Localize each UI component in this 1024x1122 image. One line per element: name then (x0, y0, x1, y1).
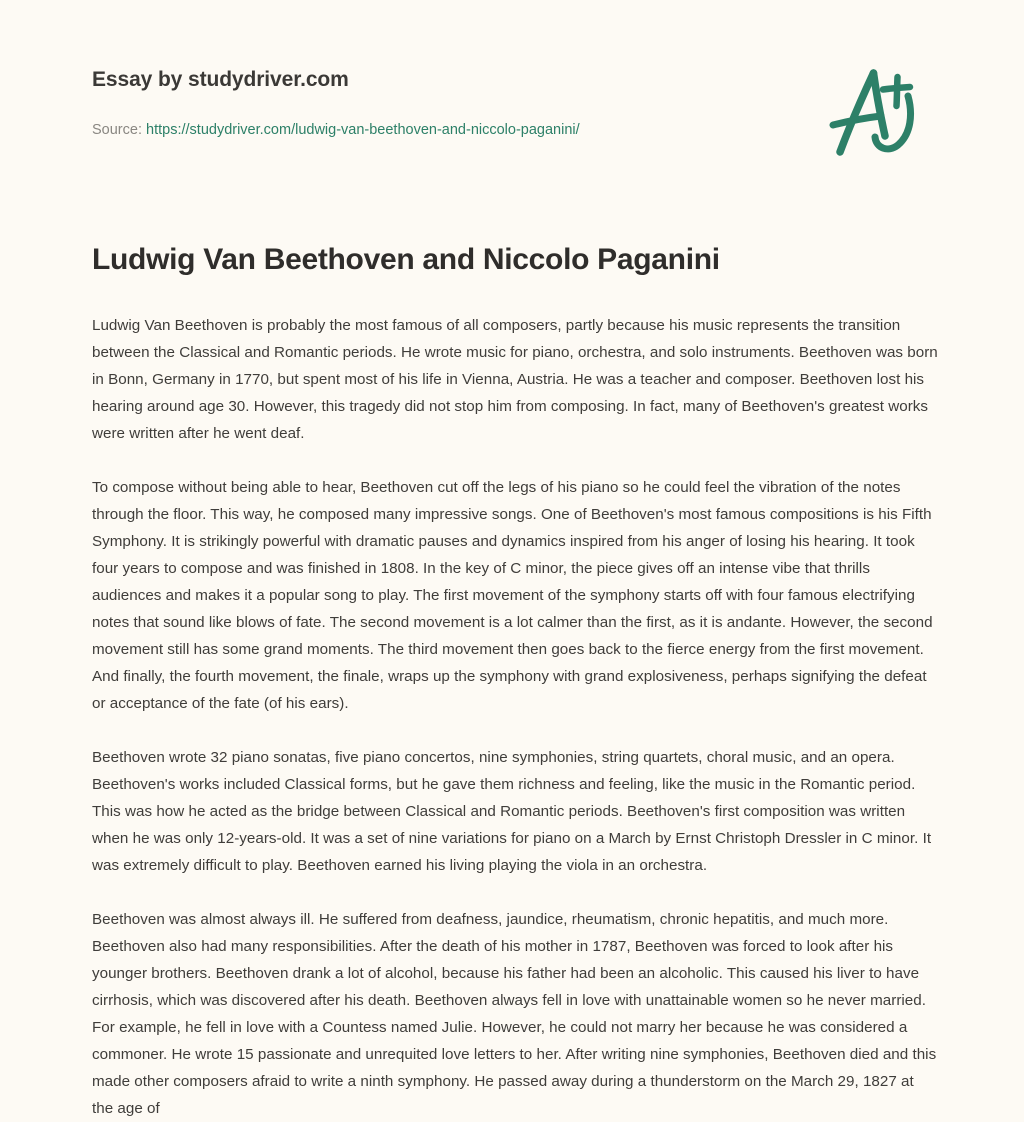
source-line (92, 120, 580, 140)
article-paragraph: To compose without being able to hear, Beethoven cut off the legs of his piano so he could feel the vibration of the notes through the floor. This way, he composed many impressive songs. One of Beethoven's most famous compositions is his Fifth Symphony. It is strikingly powerful with dramatic pauses and dynamics inspired from his anger of losing his hearing. It took four years to compose and was finished in 1808. In the key of C minor, the piece gives off an intense vibe that thrills audiences and makes it a popular song to play. The first movement of the symphony starts off with four famous electrifying notes that sound like blows of fate. The second movement is a lot calmer than the first, as it is andante. However, the second movement still has some grand moments. The third movement then goes back to the fierce energy from the first movement. And finally, the fourth movement, the finale, wraps up the symphony with grand explosiveness, perhaps signifying the defeat or acceptance of the fate (of his ears). (92, 479, 933, 712)
source-label: Source: (92, 122, 142, 138)
page-title: Ludwig Van Beethoven and Niccolo Paganini (92, 243, 720, 276)
article-paragraph: Beethoven wrote 32 piano sonatas, five piano concertos, nine symphonies, string quartets, choral music, and an opera. Beethoven's works included Classical forms, but he gave them richness and feeling, like the music in the Romantic period. This was how he acted as the bridge between Classical and Romantic periods. Beethoven's first composition was written when he was only 12-years-old. It was a set of nine variations for piano on a March by Ernst Christoph Dressler in C minor. It was extremely difficult to play. Beethoven earned his living playing the viola in an orchestra. (92, 749, 932, 874)
source-url-link[interactable]: https://studydriver.com/ludwig-van-beethoven-and-niccolo-paganini/ (146, 122, 580, 138)
page-header (0, 0, 1024, 200)
article-paragraph: Ludwig Van Beethoven is probably the most famous of all composers, partly because his music represents the transition between the Classical and Romantic periods. He wrote music for piano, orchestra, and solo instruments. Beethoven was born in Bonn, Germany in 1770, but spent most of his life in Vienna, Austria. He was a teacher and composer. Beethoven lost his hearing around age 30. However, this tragedy did not stop him from composing. In fact, many of Beethoven's greatest works were written after he went deaf. (92, 317, 938, 442)
studydriver-a-plus-logo-icon (812, 56, 924, 168)
article (92, 240, 938, 1122)
essay-byline: Essay by studydriver.com (92, 68, 349, 91)
article-paragraph: Beethoven was almost always ill. He suffered from deafness, jaundice, rheumatism, chronic hepatitis, and much more. Beethoven also had many responsibilities. After the death of his mother in 1787, Beethoven was forced to look after his younger brothers. Beethoven drank a lot of alcohol, because his father had been an alcoholic. This caused his liver to have cirrhosis, which was discovered after his death. Beethoven always fell in love with unattainable women so he never married. For example, he fell in love with a Countess named Julie. However, he could not marry her because he was considered a commoner. He wrote 15 passionate and unrequited love letters to her. After writing nine symphonies, Beethoven died and this made other composers afraid to write a ninth symphony. He passed away during a thunderstorm on the March 29, 1827 at the age of (92, 911, 937, 1117)
article-body (92, 312, 938, 1122)
a-plus-icon (812, 56, 924, 168)
